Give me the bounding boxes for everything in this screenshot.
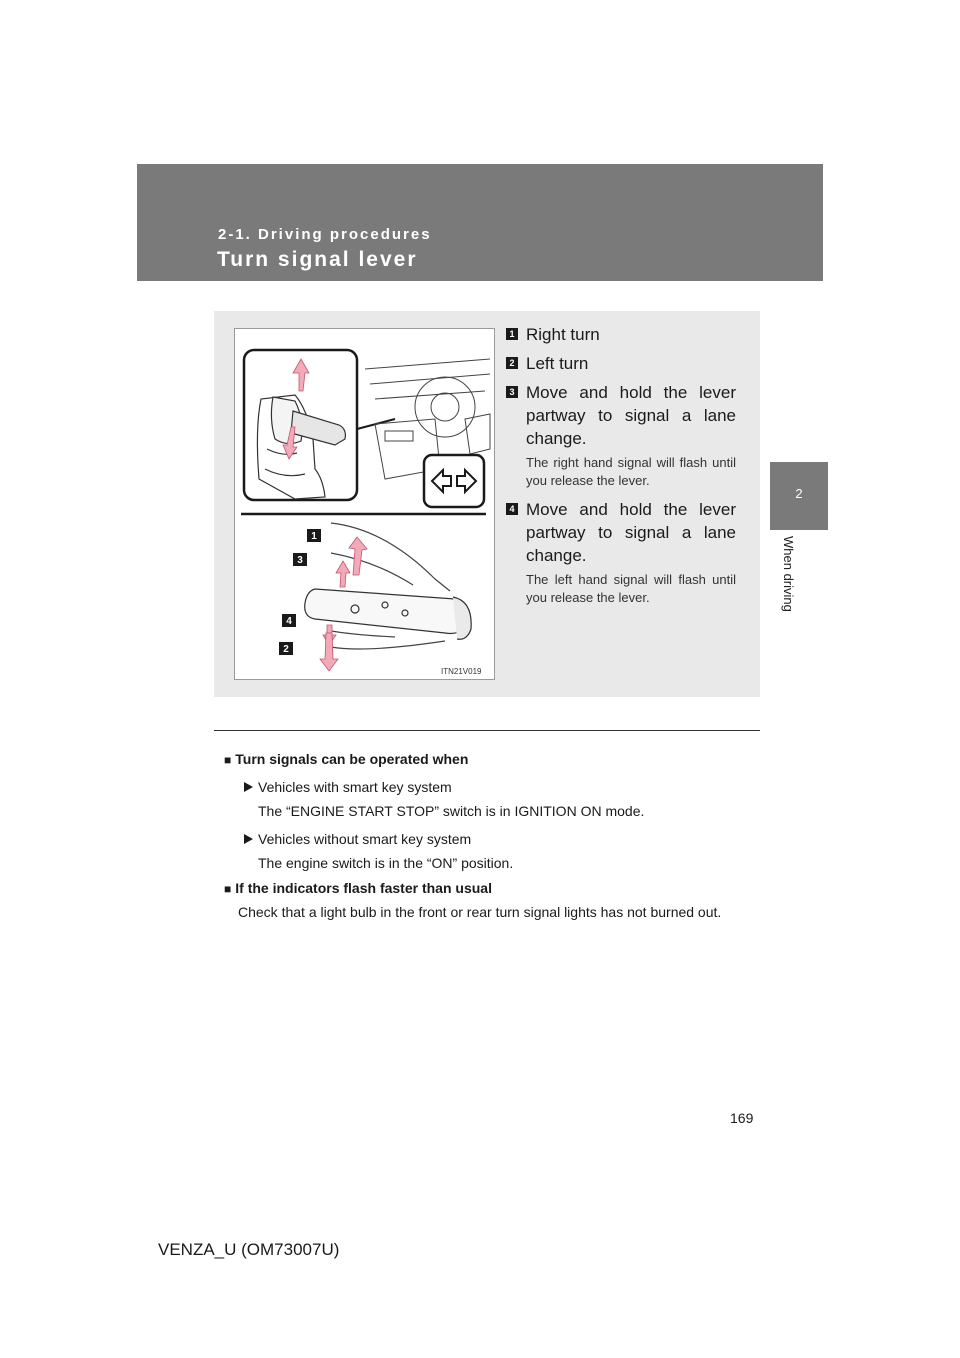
legend-item-1: [506, 323, 736, 346]
figure-id: ITN21V019: [441, 667, 482, 676]
triangle-bullet-icon: [244, 782, 253, 792]
triangle-bullet-icon: [244, 834, 253, 844]
legend-label: Left turn: [526, 354, 589, 373]
bullet-smart-key: Vehicles with smart key system: [224, 775, 754, 799]
legend-badge-3: 3: [506, 386, 518, 398]
legend-item-4: [506, 498, 736, 607]
callout-4: 4: [286, 616, 292, 627]
legend-label: Move and hold the lever partway to signal a lane change.: [526, 500, 736, 565]
chapter-number: 2: [795, 486, 803, 501]
legend-note: The right hand signal will flash until you release the lever.: [526, 455, 736, 488]
page-title: Turn signal lever: [217, 248, 418, 271]
note-body-flash: Check that a light bulb in the front or rear turn signal lights has not burned out.: [238, 904, 722, 920]
bullet-no-smart-key: Vehicles without smart key system: [224, 827, 754, 851]
lever-illustration: [234, 328, 495, 680]
legend-item-3: [506, 381, 736, 490]
callout-2: 2: [283, 644, 289, 655]
chapter-tab: [770, 462, 828, 530]
header-band: [137, 164, 823, 281]
legend-label: Move and hold the lever partway to signal a lane change.: [526, 383, 736, 448]
legend-badge-1: 1: [506, 328, 518, 340]
note-heading-flash: ■ If the indicators flash faster than usual: [224, 880, 492, 896]
callout-3: 3: [297, 555, 303, 566]
chapter-label: When driving: [781, 536, 796, 612]
turn-signal-lever-diagram: [235, 329, 494, 679]
bullet-detail-smart-key: The “ENGINE START STOP” switch is in IGNITION ON mode.: [258, 803, 645, 819]
legend-note: The left hand signal will flash until you release the lever.: [526, 572, 736, 605]
legend-item-2: [506, 352, 736, 375]
note-heading-operation: ■ Turn signals can be operated when: [224, 751, 469, 767]
section-label: 2-1. Driving procedures: [218, 226, 432, 243]
square-bullet-icon: ■: [224, 882, 232, 896]
bullet-detail-no-smart-key: The engine switch is in the “ON” position.: [258, 855, 514, 871]
figure-panel: [214, 311, 760, 697]
legend-badge-4: 4: [506, 503, 518, 515]
document-code: VENZA_U (OM73007U): [158, 1240, 340, 1259]
figure-legend: [506, 323, 736, 615]
section-divider: [214, 730, 760, 731]
square-bullet-icon: ■: [224, 753, 232, 767]
legend-label: Right turn: [526, 325, 600, 344]
legend-badge-2: 2: [506, 357, 518, 369]
page-number: 169: [730, 1110, 754, 1126]
callout-1: 1: [311, 531, 317, 542]
notes-section: [224, 748, 754, 923]
